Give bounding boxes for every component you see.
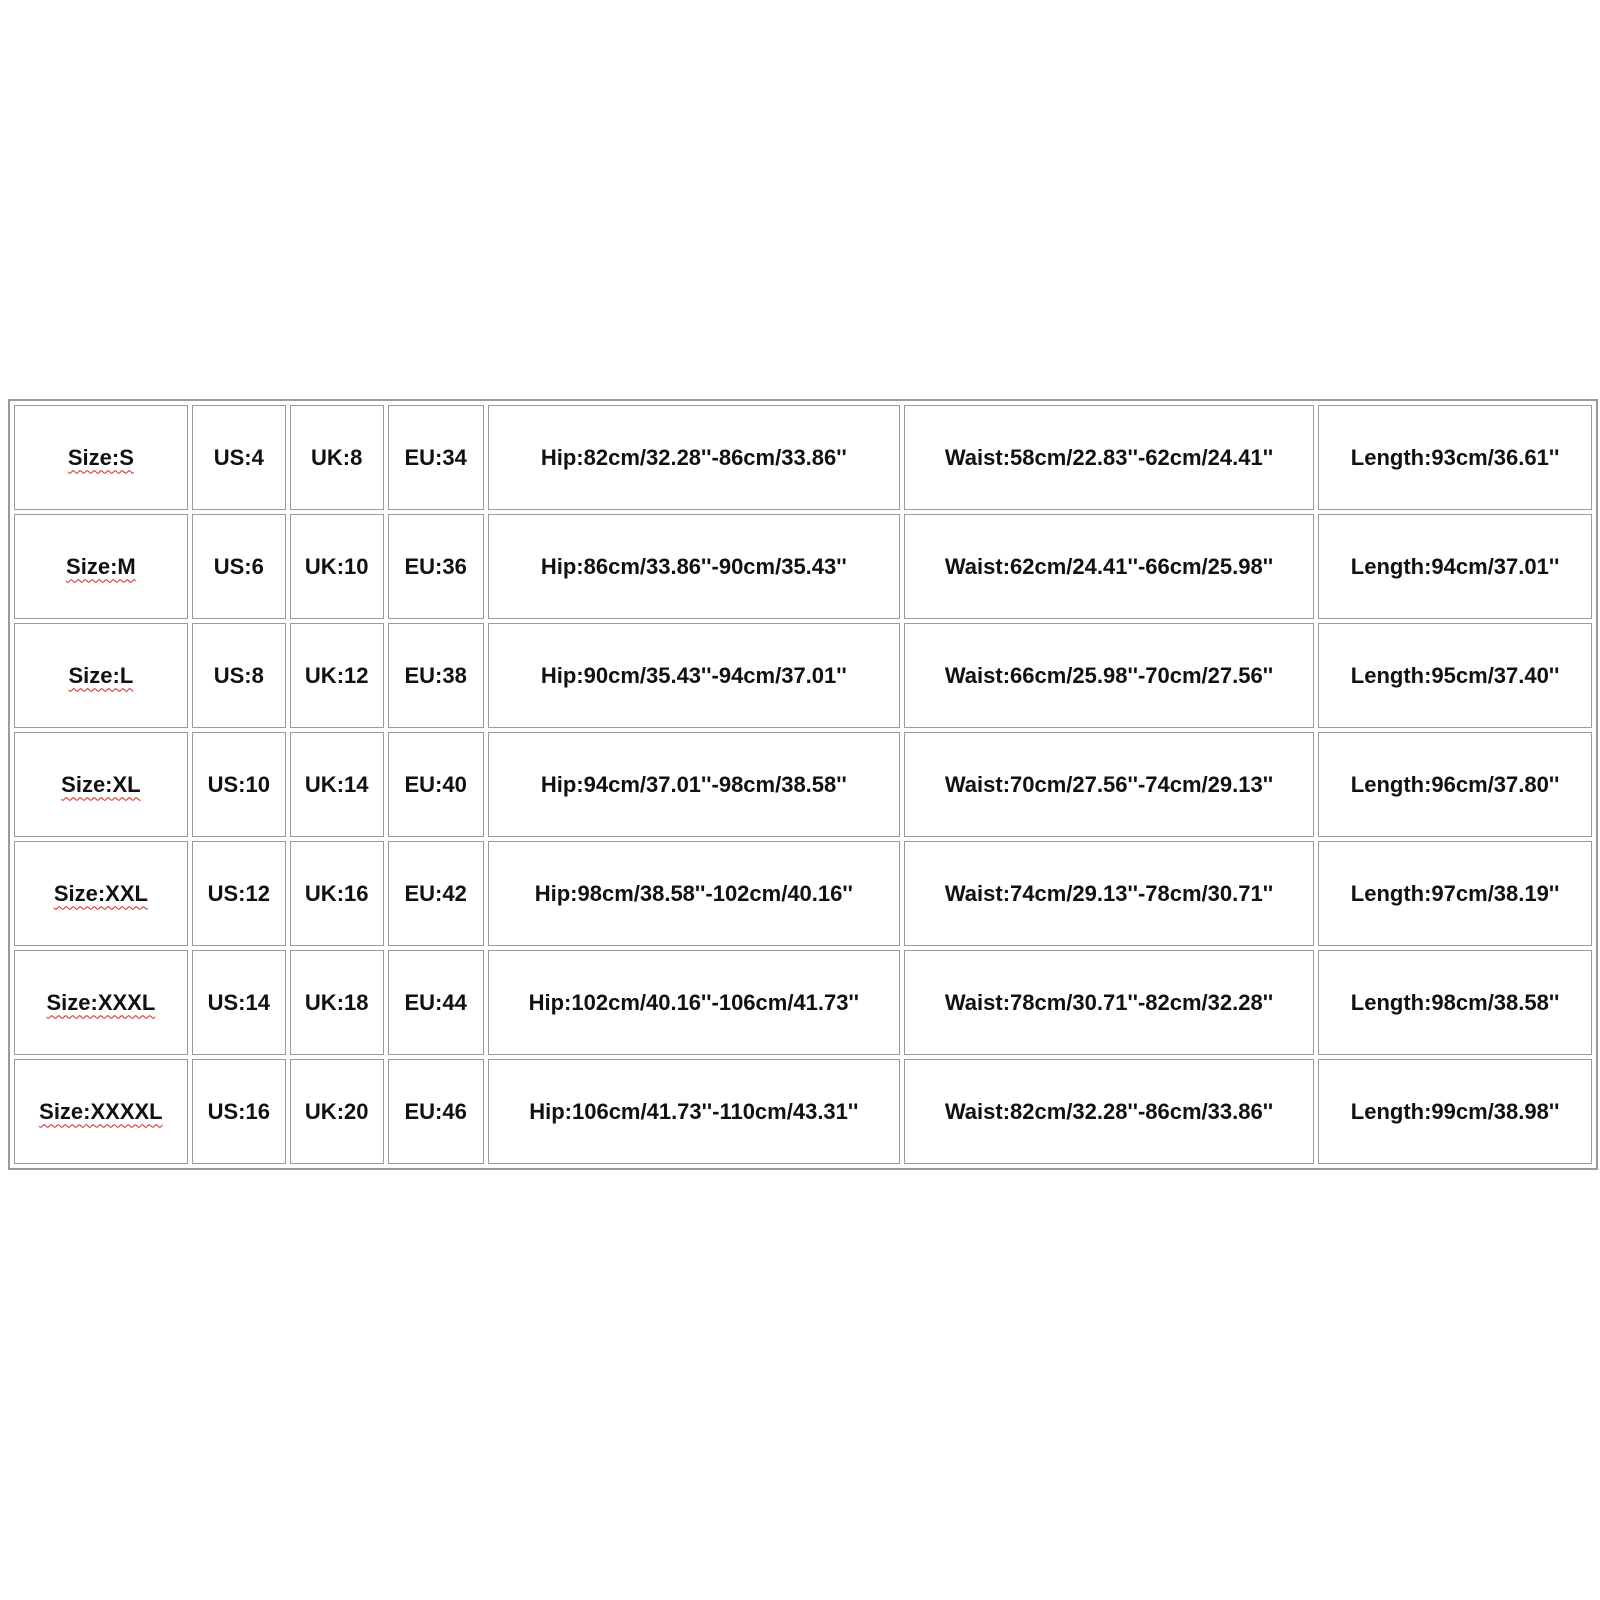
us-size-cell: US:14 xyxy=(192,950,286,1055)
uk-size-cell: UK:12 xyxy=(290,623,384,728)
length-cell: Length:96cm/37.80'' xyxy=(1318,732,1592,837)
length-cell: Length:95cm/37.40'' xyxy=(1318,623,1592,728)
table-row xyxy=(14,1059,1592,1164)
size-label: Size:XXXL xyxy=(46,989,156,1015)
size-label: Size:XXXXL xyxy=(39,1098,163,1124)
hip-cell: Hip:102cm/40.16''-106cm/41.73'' xyxy=(488,950,900,1055)
waist-cell: Waist:74cm/29.13''-78cm/30.71'' xyxy=(904,841,1314,946)
table-row xyxy=(14,623,1592,728)
table-row xyxy=(14,405,1592,510)
size-cell xyxy=(14,1059,188,1164)
hip-cell: Hip:98cm/38.58''-102cm/40.16'' xyxy=(488,841,900,946)
hip-cell: Hip:82cm/32.28''-86cm/33.86'' xyxy=(488,405,900,510)
hip-cell: Hip:106cm/41.73''-110cm/43.31'' xyxy=(488,1059,900,1164)
table-row xyxy=(14,950,1592,1055)
size-cell xyxy=(14,841,188,946)
uk-size-cell: UK:14 xyxy=(290,732,384,837)
length-cell: Length:93cm/36.61'' xyxy=(1318,405,1592,510)
length-cell: Length:98cm/38.58'' xyxy=(1318,950,1592,1055)
eu-size-cell: EU:34 xyxy=(388,405,484,510)
size-label: Size:M xyxy=(66,553,136,579)
size-cell xyxy=(14,950,188,1055)
size-label: Size:S xyxy=(67,444,134,470)
eu-size-cell: EU:44 xyxy=(388,950,484,1055)
eu-size-cell: EU:36 xyxy=(388,514,484,619)
eu-size-cell: EU:40 xyxy=(388,732,484,837)
uk-size-cell: UK:16 xyxy=(290,841,384,946)
uk-size-cell: UK:20 xyxy=(290,1059,384,1164)
size-chart-table xyxy=(8,399,1598,1170)
hip-cell: Hip:86cm/33.86''-90cm/35.43'' xyxy=(488,514,900,619)
waist-cell: Waist:70cm/27.56''-74cm/29.13'' xyxy=(904,732,1314,837)
uk-size-cell: UK:8 xyxy=(290,405,384,510)
waist-cell: Waist:58cm/22.83''-62cm/24.41'' xyxy=(904,405,1314,510)
table-row xyxy=(14,514,1592,619)
eu-size-cell: EU:42 xyxy=(388,841,484,946)
size-cell xyxy=(14,732,188,837)
us-size-cell: US:10 xyxy=(192,732,286,837)
waist-cell: Waist:82cm/32.28''-86cm/33.86'' xyxy=(904,1059,1314,1164)
waist-cell: Waist:66cm/25.98''-70cm/27.56'' xyxy=(904,623,1314,728)
table-row xyxy=(14,841,1592,946)
size-cell xyxy=(14,405,188,510)
waist-cell: Waist:78cm/30.71''-82cm/32.28'' xyxy=(904,950,1314,1055)
size-label: Size:XXL xyxy=(53,880,148,906)
size-cell xyxy=(14,514,188,619)
us-size-cell: US:4 xyxy=(192,405,286,510)
length-cell: Length:94cm/37.01'' xyxy=(1318,514,1592,619)
hip-cell: Hip:90cm/35.43''-94cm/37.01'' xyxy=(488,623,900,728)
size-label: Size:L xyxy=(68,662,134,688)
uk-size-cell: UK:10 xyxy=(290,514,384,619)
waist-cell: Waist:62cm/24.41''-66cm/25.98'' xyxy=(904,514,1314,619)
hip-cell: Hip:94cm/37.01''-98cm/38.58'' xyxy=(488,732,900,837)
uk-size-cell: UK:18 xyxy=(290,950,384,1055)
us-size-cell: US:8 xyxy=(192,623,286,728)
eu-size-cell: EU:46 xyxy=(388,1059,484,1164)
size-label: Size:XL xyxy=(61,771,141,797)
table-row xyxy=(14,732,1592,837)
length-cell: Length:99cm/38.98'' xyxy=(1318,1059,1592,1164)
us-size-cell: US:12 xyxy=(192,841,286,946)
us-size-cell: US:6 xyxy=(192,514,286,619)
eu-size-cell: EU:38 xyxy=(388,623,484,728)
size-cell xyxy=(14,623,188,728)
length-cell: Length:97cm/38.19'' xyxy=(1318,841,1592,946)
us-size-cell: US:16 xyxy=(192,1059,286,1164)
